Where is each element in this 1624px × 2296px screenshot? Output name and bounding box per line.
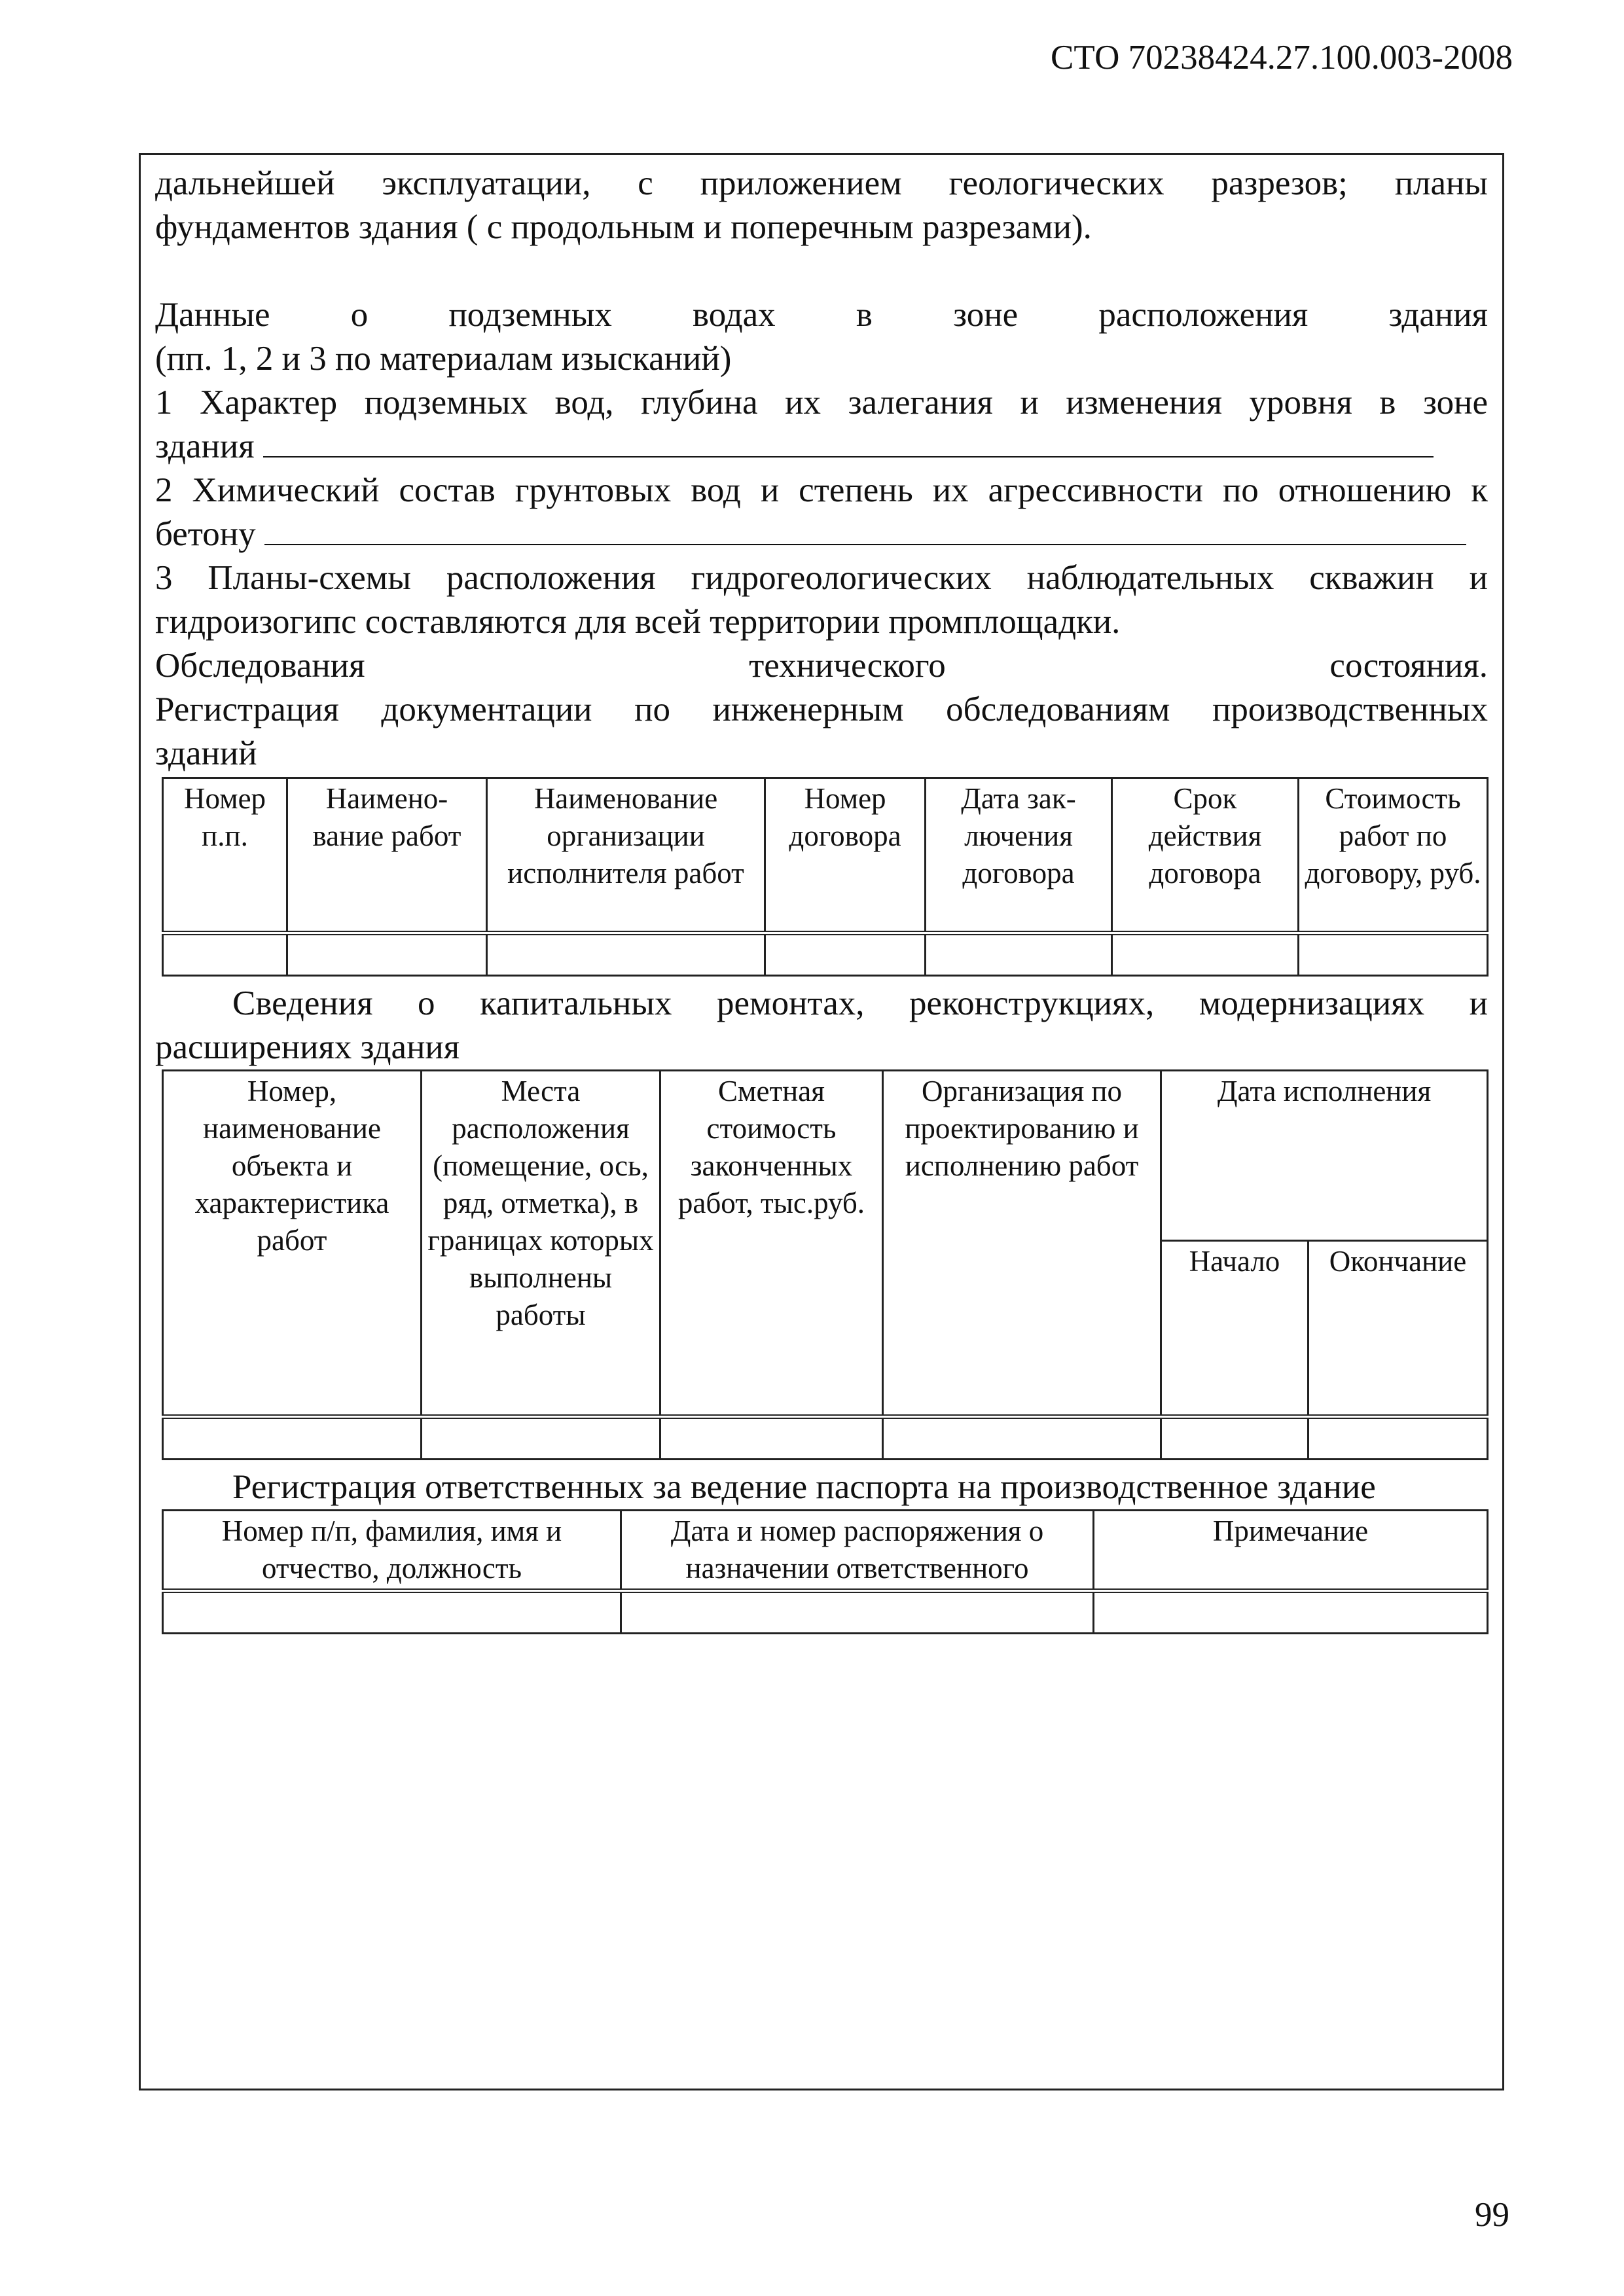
column-header: Сметная стоимость законченных работ, тыс.руб. <box>660 1071 883 1417</box>
intro-text: дальнейшей эксплуатации, с приложением геологических разрезов; планы <box>155 164 1488 202</box>
groundwater-item-1: 1 Характер подземных вод, глубина их залегания и изменения уровня в зоне <box>155 384 1488 422</box>
table-row <box>163 1417 1488 1460</box>
table-cell[interactable] <box>422 1417 660 1460</box>
intro-text: фундаментов здания ( с продольным и поперечным разрезами). <box>155 208 1092 246</box>
table-cell[interactable] <box>926 933 1112 976</box>
groundwater-item-2: 2 Химический состав грунтовых вод и степень их агрессивности по отношению к <box>155 471 1488 509</box>
column-header: Стоимость работ по договору, руб. <box>1299 778 1488 933</box>
repairs-heading: Сведения о капитальных ремонтах, реконструкциях, модернизациях и <box>232 984 1488 1022</box>
table-cell[interactable] <box>621 1591 1094 1634</box>
survey-registration-table <box>162 777 1489 977</box>
registration-heading: Регистрация документации по инженерным обследованиям производственных <box>155 691 1488 728</box>
groundwater-item-2-label: бетону <box>155 515 256 553</box>
repairs-table <box>162 1069 1489 1460</box>
registration-heading: зданий <box>155 734 257 772</box>
groundwater-heading: (пп. 1, 2 и 3 по материалам изысканий) <box>155 340 732 378</box>
column-header: Примечание <box>1094 1511 1488 1591</box>
column-header: Номер договора <box>765 778 926 933</box>
responsible-table <box>162 1509 1489 1634</box>
page-frame <box>139 153 1504 2090</box>
table-cell[interactable] <box>1094 1591 1488 1634</box>
groundwater-item-3: гидроизогипс составляются для всей территории промплощадки. <box>155 603 1121 641</box>
table-cell[interactable] <box>883 1417 1161 1460</box>
fill-in-line <box>264 518 1466 545</box>
table-cell[interactable] <box>1161 1417 1308 1460</box>
table-cell[interactable] <box>163 933 287 976</box>
column-header: Наименование организации исполнителя работ <box>487 778 765 933</box>
survey-heading: Обследования технического состояния. <box>155 647 1488 685</box>
column-header: Начало <box>1161 1241 1308 1417</box>
responsible-heading: Регистрация ответственных за ведение паспорта на производственное здание <box>232 1468 1376 1506</box>
page-number: 99 <box>1475 2196 1509 2234</box>
fill-in-line <box>263 430 1434 457</box>
groundwater-heading: Данные о подземных водах в зоне расположения здания <box>155 296 1488 334</box>
column-header: Номер п.п. <box>163 778 287 933</box>
column-header: Организация по проектированию и исполнению работ <box>883 1071 1161 1417</box>
column-header: Места расположения (помещение, ось, ряд, отметка), в границах которых выполнены работы <box>422 1071 660 1417</box>
groundwater-item-2 <box>155 512 1488 556</box>
document-code: СТО 70238424.27.100.003-2008 <box>1051 39 1513 77</box>
column-header: Номер п/п, фамилия, имя и отчество, должность <box>163 1511 621 1591</box>
table-cell[interactable] <box>487 933 765 976</box>
page-content <box>155 162 1488 1634</box>
column-header: Номер, наименование объекта и характеристика работ <box>163 1071 422 1417</box>
table-cell[interactable] <box>660 1417 883 1460</box>
column-group-header: Дата исполнения <box>1161 1071 1488 1241</box>
column-header: Срок действия договора <box>1112 778 1299 933</box>
table-cell[interactable] <box>287 933 487 976</box>
table-cell[interactable] <box>1299 933 1488 976</box>
repairs-heading: расширениях здания <box>155 1028 460 1066</box>
groundwater-item-1 <box>155 425 1488 469</box>
table-cell[interactable] <box>1112 933 1299 976</box>
column-header: Дата и номер распоряжения о назначении ответственного <box>621 1511 1094 1591</box>
column-header: Дата зак-лючения договора <box>926 778 1112 933</box>
table-row <box>163 933 1488 976</box>
table-cell[interactable] <box>1308 1417 1488 1460</box>
column-header: Наимено-вание работ <box>287 778 487 933</box>
column-header: Окончание <box>1308 1241 1488 1417</box>
table-cell[interactable] <box>163 1417 422 1460</box>
table-row <box>163 1591 1488 1634</box>
table-cell[interactable] <box>163 1591 621 1634</box>
table-cell[interactable] <box>765 933 926 976</box>
groundwater-item-3: 3 Планы-схемы расположения гидрогеологических наблюдательных скважин и <box>155 559 1488 597</box>
groundwater-item-1-label: здания <box>155 427 255 465</box>
